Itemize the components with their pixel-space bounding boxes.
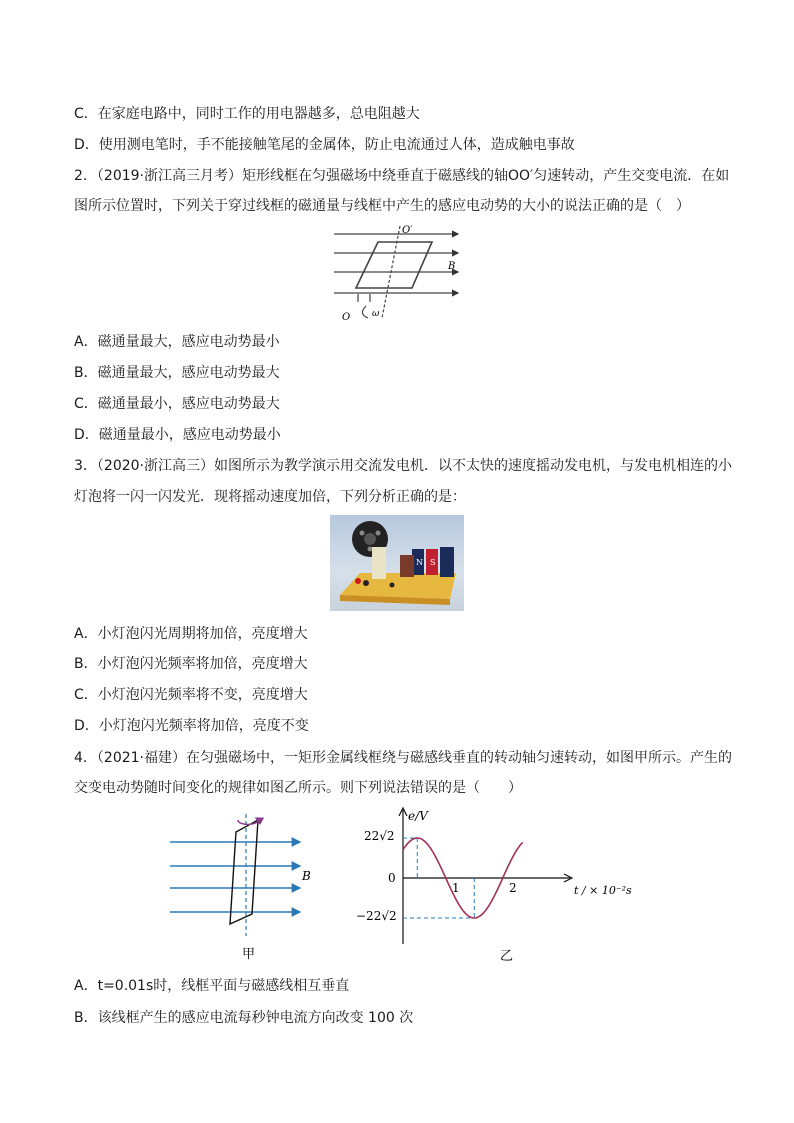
q4-stem-line2: 交变电动势随时间变化的规律如图乙所示。则下列说法错误的是（ ） <box>74 780 522 796</box>
q3-label-n: N <box>416 558 423 567</box>
q4-option-b: B．该线框产生的感应电流每秒钟电流方向改变 100 次 <box>74 1010 414 1026</box>
y-axis-label: e/V <box>408 809 428 823</box>
q2-coil-figure <box>330 222 470 324</box>
q2-option-d: D．磁通量最小，感应电动势最小 <box>74 427 281 443</box>
q3-stem-line1: 3．（2020·浙江高三）如图所示为教学演示用交流发电机．以不太快的速度摇动发电机，与发电机相连的小 <box>74 458 732 474</box>
q4-fig-b-caption: 乙 <box>500 949 514 964</box>
x-tick-1: 1 <box>452 881 460 895</box>
q4-stem-line1: 4．（2021·福建）在匀强磁场中，一矩形金属线框绕与磁感线垂直的转动轴匀速转动，如图甲所示。产生的 <box>74 750 732 766</box>
q2-label-omega: ω <box>372 309 380 319</box>
q3-generator-photo <box>330 515 464 611</box>
q2-label-b: B <box>448 261 456 272</box>
q1-option-d: D．使用测电笔时，手不能接触笔尾的金属体，防止电流通过人体，造成触电事故 <box>74 137 575 153</box>
x-axis-label: t / × 10⁻²s <box>574 884 632 897</box>
q4-fig-a <box>166 812 316 964</box>
q4-fig-a-label-b: B <box>302 869 311 883</box>
q2-label-o-top: O′ <box>402 225 413 236</box>
q3-option-c: C．小灯泡闪光频率将不变，亮度增大 <box>74 687 308 703</box>
q3-label-s: S <box>430 558 436 567</box>
q4-fig-b-chart <box>348 806 638 966</box>
q2-option-a: A．磁通量最大，感应电动势最小 <box>74 334 280 350</box>
y-min-label: −22√2 <box>356 909 397 923</box>
q4-fig-a-caption: 甲 <box>242 947 256 962</box>
q3-stem-line2: 灯泡将一闪一闪发光．现将摇动速度加倍，下列分析正确的是： <box>74 489 466 505</box>
y-max-label: 22√2 <box>364 829 395 843</box>
origin-label: 0 <box>388 871 396 885</box>
q3-option-b: B．小灯泡闪光频率将加倍，亮度增大 <box>74 656 308 672</box>
q2-label-o-bottom: O <box>342 312 351 323</box>
q1-option-c: C．在家庭电路中，同时工作的用电器越多，总电阻越大 <box>74 106 420 122</box>
q4-option-a: A．t=0.01s时，线框平面与磁感线相互垂直 <box>74 978 350 994</box>
q2-stem-line2: 图所示位置时，下列关于穿过线框的磁通量与线框中产生的感应电动势的大小的说法正确的是（ ） <box>74 198 690 214</box>
q2-option-b: B．磁通量最大，感应电动势最大 <box>74 365 280 381</box>
q2-option-c: C．磁通量最小，感应电动势最大 <box>74 396 280 412</box>
q3-option-d: D．小灯泡闪光频率将加倍，亮度不变 <box>74 718 309 734</box>
x-tick-2: 2 <box>509 881 517 895</box>
q2-stem-line1: 2．（2019·浙江高三月考）矩形线框在匀强磁场中绕垂直于磁感线的轴OO′匀速转动，产生交变电流．在如 <box>74 168 730 184</box>
q3-option-a: A．小灯泡闪光周期将加倍，亮度增大 <box>74 626 308 642</box>
